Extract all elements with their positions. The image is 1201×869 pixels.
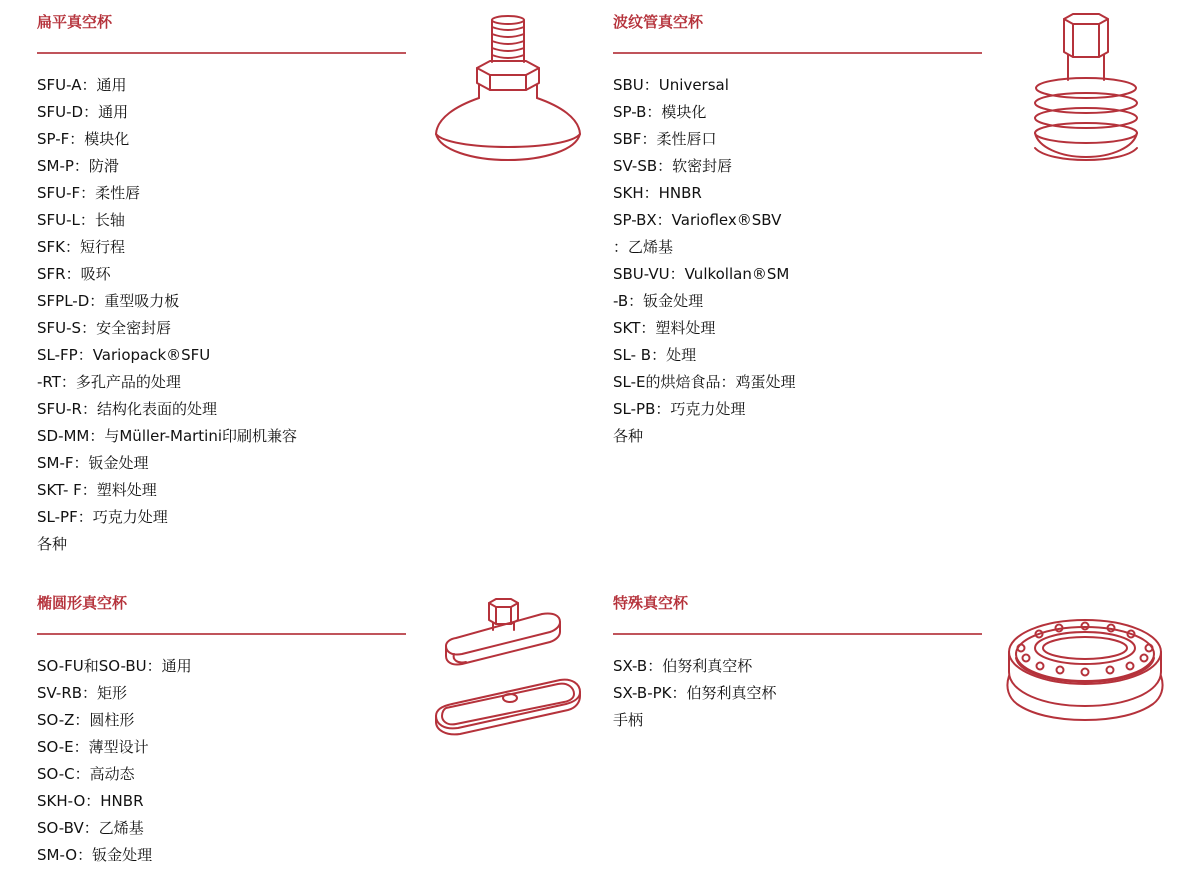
product-item: SFU-R：结构化表面的处理 [37, 400, 217, 418]
product-item: SD-MM：与Müller-Martini印刷机兼容 [37, 427, 298, 445]
section-bellows-cups [613, 11, 982, 450]
product-item: SFU-L：长轴 [37, 211, 125, 229]
oval-suction-cup-icon [432, 596, 588, 746]
product-item: SBU：Universal [613, 76, 729, 94]
product-item: SO-BV：乙烯基 [37, 819, 144, 837]
product-list [37, 72, 406, 558]
product-item: SX-B：伯努利真空杯 [613, 657, 753, 675]
section-title: 特殊真空杯 [613, 594, 689, 612]
section-oval-cups [37, 592, 406, 869]
product-item: SKH-O：HNBR [37, 792, 144, 810]
product-item: 各种 [37, 535, 68, 553]
product-item: SP-BX：Varioflex®SBV [613, 211, 782, 229]
product-item: SO-FU和SO-BU：通用 [37, 657, 192, 675]
section-divider [613, 52, 982, 54]
product-item: SL-E的烘焙食品：鸡蛋处理 [613, 373, 796, 391]
product-item: SM-P：防滑 [37, 157, 119, 175]
product-item: SKT- F：塑料处理 [37, 481, 157, 499]
product-item: SM-O：钣金处理 [37, 846, 153, 864]
section-divider [613, 633, 982, 635]
section-divider [37, 52, 406, 54]
product-item: SL-PF：巧克力处理 [37, 508, 168, 526]
product-item: -B：钣金处理 [613, 292, 704, 310]
section-special-cups [613, 592, 982, 734]
product-item: SFU-D：通用 [37, 103, 129, 121]
product-item: SFR：吸环 [37, 265, 111, 283]
product-list [613, 72, 982, 450]
product-item: SX-B-PK：伯努利真空杯 [613, 684, 777, 702]
product-item: SV-SB：软密封唇 [613, 157, 733, 175]
product-item: SM-F：钣金处理 [37, 454, 149, 472]
product-item: SFK：短行程 [37, 238, 125, 256]
product-item: SBU-VU：Vulkollan®SM [613, 265, 790, 283]
bellows-suction-cup-icon [1030, 10, 1145, 166]
product-item: SFU-F：柔性唇 [37, 184, 141, 202]
product-list [613, 653, 982, 734]
product-item: -RT：多孔产品的处理 [37, 373, 181, 391]
product-item: SL-PB：巧克力处理 [613, 400, 746, 418]
product-item: SP-F：模块化 [37, 130, 130, 148]
product-item: SFU-A：通用 [37, 76, 127, 94]
product-item: SFU-S：安全密封唇 [37, 319, 172, 337]
product-item: SL- B：处理 [613, 346, 697, 364]
product-item: ：乙烯基 [613, 238, 674, 256]
section-title: 扁平真空杯 [37, 13, 113, 31]
bernoulli-suction-cup-icon [1003, 614, 1167, 724]
flat-suction-cup-icon [432, 10, 588, 166]
product-item: SO-Z：圆柱形 [37, 711, 135, 729]
section-flat-cups [37, 11, 406, 558]
product-item: SL-FP：Variopack®SFU [37, 346, 211, 364]
product-item: 手柄 [613, 711, 644, 729]
section-title: 椭圆形真空杯 [37, 594, 128, 612]
product-item: SKT：塑料处理 [613, 319, 716, 337]
product-item: SBF：柔性唇口 [613, 130, 717, 148]
section-title: 波纹管真空杯 [613, 13, 704, 31]
product-item: SO-C：高动态 [37, 765, 135, 783]
product-item: SV-RB：矩形 [37, 684, 128, 702]
section-divider [37, 633, 406, 635]
product-list [37, 653, 406, 869]
product-item: SKH：HNBR [613, 184, 702, 202]
product-item: SP-B：模块化 [613, 103, 707, 121]
product-item: 各种 [613, 427, 644, 445]
product-item: SO-E：薄型设计 [37, 738, 149, 756]
product-item: SFPL-D：重型吸力板 [37, 292, 180, 310]
